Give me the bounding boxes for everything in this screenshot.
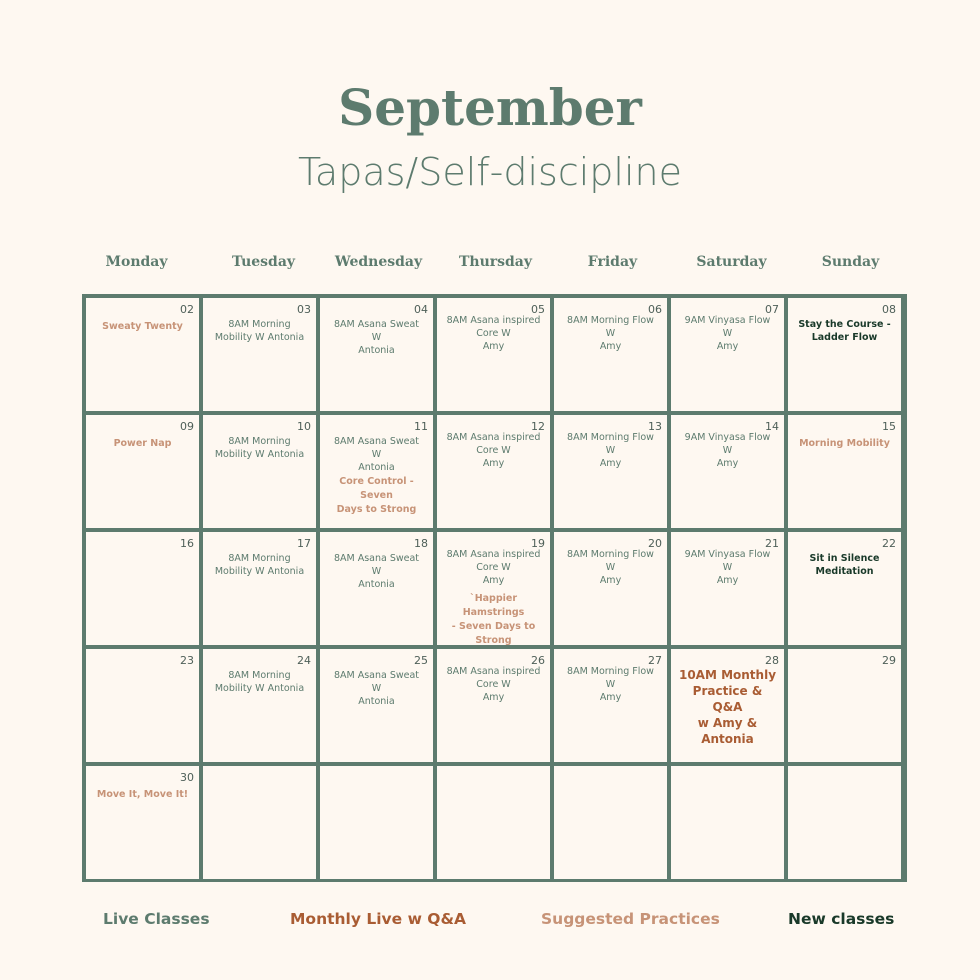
day-cell[interactable] xyxy=(86,532,199,645)
day-number: 04 xyxy=(414,303,428,316)
live-class-entry[interactable]: 8AM Asana inspired Core W Amy xyxy=(446,315,541,352)
monthly-live-entry[interactable]: 10AM Monthly Practice & Q&A w Amy & Antonia xyxy=(678,668,777,746)
live-class-entry[interactable]: 8AM Asana Sweat W Antonia xyxy=(333,553,420,590)
day-cell[interactable] xyxy=(203,415,316,528)
day-number: 15 xyxy=(882,420,896,433)
legend-live-classes: Live Classes xyxy=(103,910,210,928)
day-cell[interactable] xyxy=(320,415,433,528)
day-number: 22 xyxy=(882,537,896,550)
live-class-entry[interactable]: 8AM Morning Mobility W Antonia xyxy=(214,553,305,577)
day-cell[interactable] xyxy=(320,649,433,762)
month-theme-subtitle: Tapas/Self-discipline xyxy=(298,150,682,194)
day-cell[interactable] xyxy=(437,766,550,879)
day-number: 13 xyxy=(648,420,662,433)
weekday-friday: Friday xyxy=(587,254,638,270)
calendar-grid xyxy=(82,294,907,882)
suggested-practice-entry[interactable]: Sweaty Twenty xyxy=(102,321,183,332)
day-cell[interactable] xyxy=(788,415,901,528)
day-number: 24 xyxy=(297,654,311,667)
day-number: 23 xyxy=(180,654,194,667)
day-number: 30 xyxy=(180,771,194,784)
day-cell[interactable] xyxy=(86,766,199,879)
day-number: 17 xyxy=(297,537,311,550)
day-cell[interactable] xyxy=(554,649,667,762)
live-class-entry[interactable]: 9AM Vinyasa Flow W Amy xyxy=(684,432,771,469)
weekday-wednesday: Wednesday xyxy=(334,254,423,270)
live-class-entry[interactable]: 8AM Morning Mobility W Antonia xyxy=(214,670,305,694)
live-class-entry[interactable]: 9AM Vinyasa Flow W Amy xyxy=(684,549,771,586)
day-cell[interactable] xyxy=(320,298,433,411)
suggested-practice-entry[interactable]: Morning Mobility xyxy=(799,438,890,449)
live-class-entry[interactable]: 8AM Asana inspired Core W Amy xyxy=(446,666,541,703)
day-number: 21 xyxy=(765,537,779,550)
suggested-practice-entry[interactable]: `Happier Hamstrings - Seven Days to Strong xyxy=(451,593,536,646)
day-number: 03 xyxy=(297,303,311,316)
live-class-entry[interactable]: 8AM Asana Sweat W Antonia xyxy=(333,319,420,356)
day-cell[interactable] xyxy=(203,766,316,879)
day-cell[interactable] xyxy=(437,298,550,411)
legend-monthly-live: Monthly Live w Q&A xyxy=(290,910,466,928)
day-cell[interactable] xyxy=(203,649,316,762)
day-cell[interactable] xyxy=(788,649,901,762)
new-class-entry[interactable]: Stay the Course - Ladder Flow xyxy=(798,319,891,343)
day-cell[interactable] xyxy=(554,415,667,528)
weekday-thursday: Thursday xyxy=(458,254,533,270)
live-class-entry[interactable]: 8AM Asana Sweat W Antonia xyxy=(333,670,420,707)
day-cell[interactable] xyxy=(554,532,667,645)
live-class-entry[interactable]: 8AM Morning Flow W Amy xyxy=(567,432,654,469)
day-cell[interactable] xyxy=(671,649,784,762)
weekday-tuesday: Tuesday xyxy=(231,254,296,270)
day-number: 07 xyxy=(765,303,779,316)
day-number: 02 xyxy=(180,303,194,316)
day-number: 08 xyxy=(882,303,896,316)
day-cell[interactable] xyxy=(437,649,550,762)
day-number: 14 xyxy=(765,420,779,433)
day-number: 20 xyxy=(648,537,662,550)
suggested-practice-entry[interactable]: Core Control - Seven Days to Strong xyxy=(336,476,417,515)
day-cell[interactable] xyxy=(203,298,316,411)
day-cell[interactable] xyxy=(788,298,901,411)
day-number: 27 xyxy=(648,654,662,667)
day-cell[interactable] xyxy=(788,532,901,645)
day-number: 29 xyxy=(882,654,896,667)
day-number: 09 xyxy=(180,420,194,433)
day-cell[interactable] xyxy=(320,766,433,879)
day-number: 28 xyxy=(765,654,779,667)
day-cell[interactable] xyxy=(671,766,784,879)
day-number: 16 xyxy=(180,537,194,550)
month-title: September xyxy=(338,78,642,137)
weekday-saturday: Saturday xyxy=(696,254,767,270)
day-cell[interactable] xyxy=(671,532,784,645)
day-cell[interactable] xyxy=(86,415,199,528)
legend-new-classes: New classes xyxy=(788,910,895,928)
live-class-entry[interactable]: 8AM Morning Mobility W Antonia xyxy=(214,319,305,343)
weekday-header-row xyxy=(82,254,907,274)
weekday-sunday: Sunday xyxy=(821,254,880,270)
suggested-practice-entry[interactable]: Move It, Move It! xyxy=(96,789,189,800)
day-cell[interactable] xyxy=(671,298,784,411)
day-number: 05 xyxy=(531,303,545,316)
suggested-practice-entry[interactable]: Power Nap xyxy=(113,438,172,449)
day-cell[interactable] xyxy=(554,298,667,411)
live-class-entry[interactable]: 8AM Morning Flow W Amy xyxy=(567,315,654,352)
day-number: 25 xyxy=(414,654,428,667)
live-class-entry[interactable]: 8AM Morning Flow W Amy xyxy=(567,549,654,586)
legend-suggested-practices: Suggested Practices xyxy=(541,910,720,928)
day-cell[interactable] xyxy=(554,766,667,879)
day-cell[interactable] xyxy=(788,766,901,879)
day-number: 10 xyxy=(297,420,311,433)
day-cell[interactable] xyxy=(86,298,199,411)
live-class-entry[interactable]: 8AM Asana Sweat W Antonia xyxy=(333,436,420,473)
day-cell[interactable] xyxy=(437,415,550,528)
day-number: 11 xyxy=(414,420,428,433)
live-class-entry[interactable]: 8AM Morning Flow W Amy xyxy=(567,666,654,703)
day-number: 19 xyxy=(531,537,545,550)
day-number: 12 xyxy=(531,420,545,433)
day-cell[interactable] xyxy=(671,415,784,528)
live-class-entry[interactable]: 8AM Asana inspired Core W Amy xyxy=(446,549,541,586)
day-number: 06 xyxy=(648,303,662,316)
day-number: 26 xyxy=(531,654,545,667)
day-cell[interactable] xyxy=(203,532,316,645)
day-number: 18 xyxy=(414,537,428,550)
live-class-entry[interactable]: 8AM Asana inspired Core W Amy xyxy=(446,432,541,469)
day-cell[interactable] xyxy=(320,532,433,645)
live-class-entry[interactable]: 9AM Vinyasa Flow W Amy xyxy=(684,315,771,352)
weekday-monday: Monday xyxy=(105,254,168,270)
day-cell[interactable] xyxy=(86,649,199,762)
new-class-entry[interactable]: Sit in Silence Meditation xyxy=(809,553,880,577)
live-class-entry[interactable]: 8AM Morning Mobility W Antonia xyxy=(214,436,305,460)
day-cell[interactable] xyxy=(437,532,550,645)
